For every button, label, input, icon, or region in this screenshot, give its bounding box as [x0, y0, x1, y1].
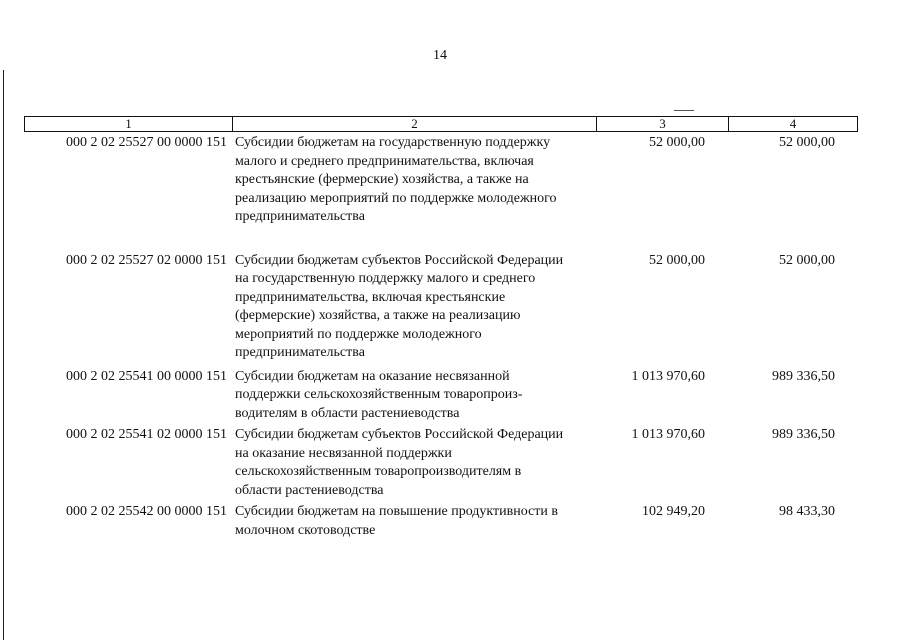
row-description: [231, 368, 595, 424]
table-row: [24, 252, 858, 363]
table-body: [24, 134, 858, 540]
description-line: крестьянские (фермерские) хозяйства, а также на: [235, 172, 529, 187]
description-line: реализацию мероприятий по поддержке молодежного: [235, 190, 557, 206]
value-column-4: 989 336,50: [772, 368, 835, 384]
description-line: Субсидии бюджетам на повышение продуктивности в: [235, 504, 559, 519]
value-column-3: 1 013 970,60: [631, 427, 705, 442]
value-column-4: 989 336,50: [772, 427, 835, 442]
description-line: Субсидии бюджетам субъектов Российской Федерации: [235, 252, 564, 268]
table-header-row: [24, 116, 858, 132]
budget-code: 000 2 02 25527 00 0000 151: [66, 135, 227, 150]
page-number: 14: [433, 48, 447, 63]
value-column-4: 52 000,00: [779, 135, 835, 150]
description-line: на государственную поддержку малого и среднего: [235, 271, 536, 286]
value-column-3: 1 013 970,60: [631, 368, 705, 384]
budget-code: 000 2 02 25542 00 0000 151: [66, 504, 227, 519]
page-left-edge-line: [3, 70, 4, 640]
table-row: [24, 503, 858, 540]
description-line: мероприятий по поддержке молодежного: [235, 326, 482, 342]
description-line: предпринимательства, включая крестьянские: [235, 289, 506, 305]
description-line: на оказание несвязанной поддержки: [235, 445, 452, 461]
column-header-3: 3: [596, 117, 728, 131]
description-line: Субсидии бюджетам субъектов Российской Федерации: [235, 427, 564, 442]
row-description: [231, 134, 595, 227]
description-line: малого и среднего предпринимательства, включая: [235, 153, 534, 169]
description-line: предпринимательства: [235, 209, 365, 224]
column-header-4: 4: [728, 117, 857, 131]
value-column-3: 52 000,00: [649, 135, 705, 150]
description-line: Субсидии бюджетам на государственную поддержку: [235, 135, 551, 150]
value-column-3: 102 949,20: [642, 504, 705, 519]
budget-code: 000 2 02 25527 02 0000 151: [66, 252, 227, 268]
value-column-3: 52 000,00: [649, 252, 705, 268]
row-description: [231, 503, 595, 540]
value-column-4: 98 433,30: [779, 504, 835, 519]
description-line: поддержки сельскохозяйственным товаропроиз-: [235, 387, 523, 402]
row-description: [231, 252, 595, 363]
description-line: предпринимательства: [235, 345, 365, 360]
description-line: области растениеводства: [235, 482, 384, 498]
table-row: [24, 368, 858, 424]
description-line: водителям в области растениеводства: [235, 405, 460, 421]
description-line: сельскохозяйственным товаропроизводителям в: [235, 464, 522, 479]
description-line: Субсидии бюджетам на оказание несвязанной: [235, 368, 510, 384]
row-description: [231, 426, 595, 500]
scan-mark: [674, 110, 694, 111]
budget-code: 000 2 02 25541 02 0000 151: [66, 427, 227, 442]
table-row: [24, 134, 858, 227]
table-row: [24, 426, 858, 500]
budget-code: 000 2 02 25541 00 0000 151: [66, 368, 227, 384]
description-line: молочном скотоводстве: [235, 522, 376, 538]
column-header-2: 2: [232, 117, 596, 131]
description-line: (фермерские) хозяйства, а также на реализацию: [235, 308, 521, 323]
column-header-1: 1: [125, 116, 132, 131]
value-column-4: 52 000,00: [779, 252, 835, 268]
